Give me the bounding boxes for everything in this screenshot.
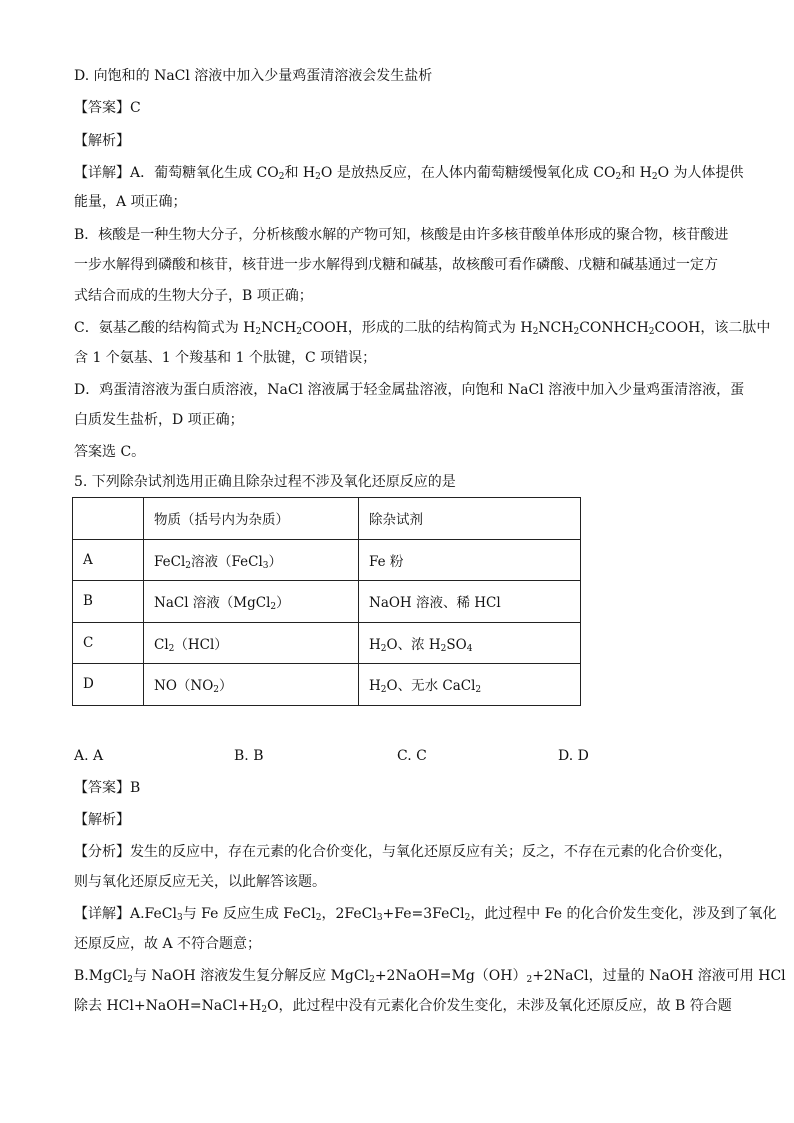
detail-a-line1	[74, 163, 744, 183]
subscript: 2	[532, 327, 539, 337]
detail-a-seg5: O 为人体提供	[657, 165, 744, 181]
subscript: 2	[127, 975, 133, 985]
row-label: C	[73, 622, 144, 664]
answer-value: C	[130, 100, 141, 116]
subscript: 2	[526, 975, 533, 985]
cell-seg: NO（NO	[154, 678, 214, 695]
detail-a-line2: 能量，A 项正确；	[74, 194, 187, 210]
seg: +2NaOH=Mg（OH）	[374, 968, 527, 984]
detail-c-seg6: COOH，该二肽中	[654, 320, 771, 336]
cell-seg: NaOH 溶液、稀 HCl	[369, 595, 501, 612]
choice-c: C. C	[397, 748, 427, 764]
cell-seg: ）	[268, 553, 282, 570]
cell-seg: NaCl 溶液（MgCl	[154, 595, 271, 612]
subscript: 2	[168, 643, 175, 654]
subscript: 2	[261, 1005, 268, 1015]
subscript: 2	[651, 172, 658, 182]
subscript: 2	[270, 602, 277, 613]
subscript: 2	[440, 643, 447, 654]
subscript: 2	[278, 172, 285, 182]
detail-c-seg3: COOH，形成的二肽的结构简式为 H	[302, 320, 533, 336]
seg: ，2FeCl	[321, 906, 377, 922]
row-label: A	[73, 539, 144, 581]
detail-c-line1	[74, 318, 771, 338]
q5-detail-a-line1	[74, 904, 777, 924]
seg: 除去 HCl+NaOH=NaCl+H	[74, 998, 262, 1014]
answer-label: 【答案】	[74, 780, 130, 796]
detail-label: 【详解】	[74, 165, 130, 181]
substance-cell	[144, 581, 359, 623]
cell-seg: O、浓 H	[386, 636, 441, 653]
q5-detail-b-line2	[74, 996, 734, 1016]
subscript: 3	[262, 560, 269, 571]
seg: A.FeCl	[130, 906, 177, 922]
q5-detail-a-line2: 还原反应，故 A 不符合题意；	[74, 936, 262, 952]
subscript: 3	[376, 913, 383, 923]
table-row	[73, 581, 581, 623]
detail-d-line2: 白质发生盐析，D 项正确；	[74, 412, 244, 428]
seg: 与 NaOH 溶液发生复分解反应 MgCl	[132, 968, 370, 984]
detail-b-line1: B．核酸是一种生物大分子，分析核酸水解的产物可知，核酸是由许多核苷酸单体形成的聚合物，核苷酸进	[74, 227, 729, 243]
analysis-label: 【解析】	[74, 133, 130, 149]
cell-seg: ）	[276, 595, 290, 612]
option-d-text: D. 向饱和的 NaCl 溶液中加入少量鸡蛋清溶液会发生盐析	[74, 68, 433, 84]
detail-b-line2: 一步水解得到磷酸和核苷，核苷进一步水解得到戊糖和碱基，故核酸可看作磷酸、戊糖和碱基通过一定方	[74, 257, 718, 273]
reagent-cell	[359, 622, 581, 664]
subscript: 2	[315, 913, 322, 923]
table-header-cell: 物质（括号内为杂质）	[144, 498, 359, 540]
table-row	[73, 622, 581, 664]
q5-answer-line	[74, 778, 734, 798]
seg: 与 Fe 反应生成 FeCl	[182, 906, 316, 922]
q5-analysis-line2: 则与氧化还原反应无关，以此解答该题。	[74, 874, 326, 890]
subscript: 2	[296, 327, 303, 337]
q5-analysis-label: 【解析】	[74, 812, 130, 828]
table-row	[73, 664, 581, 706]
seg: B.MgCl	[74, 968, 128, 984]
detail-a-seg2: 和 H	[284, 165, 316, 181]
row-label: D	[73, 664, 144, 706]
analysis-text: 发生的反应中，存在元素的化合价变化，与氧化还原反应有关；反之，不存在元素的化合价变化，	[130, 844, 732, 860]
detail-c-seg1: C．氨基乙酸的结构简式为 H	[74, 320, 256, 336]
cell-seg: H	[369, 636, 381, 653]
question-5-stem: 5. 下列除杂试剂选用正确且除杂过程不涉及氧化还原反应的是	[74, 474, 456, 490]
table-header-cell: 除杂试剂	[359, 498, 581, 540]
detail-a-seg1: A．葡萄糖氧化生成 CO	[130, 165, 279, 181]
q5-analysis-line1	[74, 842, 734, 862]
subscript: 2	[475, 685, 482, 696]
subscript: 2	[185, 560, 191, 571]
table-header-cell	[73, 498, 144, 540]
table-row	[73, 539, 581, 581]
choice-d: D. D	[558, 748, 589, 764]
answer-value: B	[130, 780, 141, 796]
detail-label: 【详解】	[74, 906, 130, 922]
table-header-row	[73, 498, 581, 540]
analysis-head-label: 【分析】	[74, 844, 130, 860]
detail-c-line2: 含 1 个氨基、1 个羧基和 1 个肽键，C 项错误；	[74, 350, 377, 366]
cell-seg: O、无水 CaCl	[386, 678, 476, 695]
seg: O，此过程中没有元素化合价发生变化，未涉及氧化还原反应，故 B 符合题	[267, 998, 732, 1014]
reagent-cell	[359, 581, 581, 623]
choice-a: A. A	[74, 748, 104, 764]
subscript: 2	[255, 327, 262, 337]
answer-label: 【答案】	[74, 100, 130, 116]
subscript: 3	[176, 913, 183, 923]
detail-b-line3: 式结合而成的生物大分子，B 项正确；	[74, 288, 313, 304]
subscript: 2	[369, 975, 375, 985]
cell-seg: H	[369, 678, 381, 695]
cell-seg: ）	[219, 678, 233, 695]
conclusion-text: 答案选 C。	[74, 444, 146, 460]
reagent-cell	[359, 664, 581, 706]
cell-seg: （HCl）	[174, 636, 228, 653]
row-label: B	[73, 581, 144, 623]
cell-seg: FeCl	[154, 553, 186, 570]
substance-cell	[144, 622, 359, 664]
subscript: 4	[466, 643, 473, 654]
subscript: 2	[380, 685, 387, 696]
subscript: 2	[213, 685, 219, 696]
detail-c-seg5: CONHCH	[579, 320, 649, 336]
answer-line	[74, 98, 734, 118]
subscript: 2	[573, 327, 580, 337]
choice-b: B. B	[234, 748, 264, 764]
detail-c-seg2: NCH	[261, 320, 297, 336]
substance-cell	[144, 539, 359, 581]
subscript: 2	[648, 327, 655, 337]
detail-c-seg4: NCH	[538, 320, 574, 336]
subscript: 2	[315, 172, 321, 182]
substance-cell	[144, 664, 359, 706]
seg: +Fe=3FeCl	[382, 906, 465, 922]
q5-detail-b-line1	[74, 966, 786, 986]
options-table	[72, 497, 581, 706]
cell-seg: Cl	[154, 636, 169, 653]
subscript: 2	[464, 913, 471, 923]
detail-d-line1: D．鸡蛋清溶液为蛋白质溶液，NaCl 溶液属于轻金属盐溶液，向饱和 NaCl 溶液中加入少量鸡蛋清溶液，蛋	[74, 382, 745, 398]
cell-seg: 溶液（FeCl	[191, 553, 263, 570]
subscript: 2	[380, 643, 387, 654]
reagent-cell	[359, 539, 581, 581]
seg: +2NaCl，过量的 NaOH 溶液可用 HCl	[532, 968, 786, 984]
subscript: 2	[615, 172, 622, 182]
cell-seg: Fe 粉	[369, 553, 404, 570]
seg: ，此过程中 Fe 的化合价发生变化，涉及到了氧化	[470, 906, 777, 922]
cell-seg: SO	[446, 636, 467, 653]
detail-a-seg3: O 是放热反应，在人体内葡萄糖缓慢氧化成 CO	[320, 165, 616, 181]
detail-a-seg4: 和 H	[621, 165, 652, 181]
